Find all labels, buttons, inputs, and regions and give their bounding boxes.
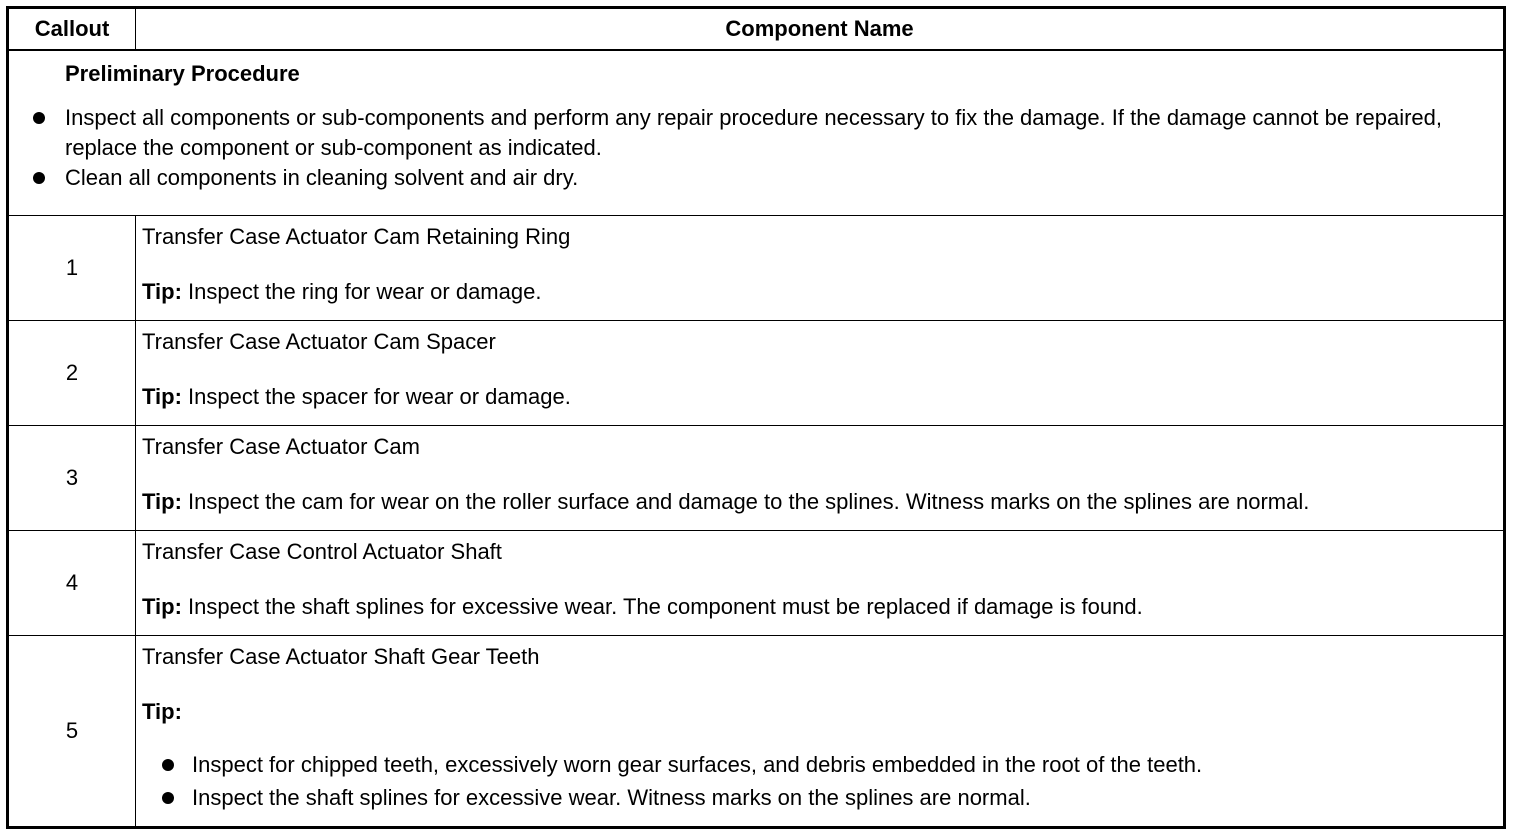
- table-row: [8, 426, 1505, 531]
- tip-line: [142, 277, 1493, 307]
- component-cell: [136, 636, 1505, 828]
- tip-line: [142, 592, 1493, 622]
- list-item: [29, 163, 1485, 193]
- list-item: [142, 783, 1493, 816]
- tip-label: Tip:: [142, 699, 182, 724]
- component-name: Transfer Case Actuator Cam Spacer: [142, 329, 496, 354]
- component-name: Transfer Case Actuator Shaft Gear Teeth: [142, 644, 540, 669]
- callout-number: 3: [8, 426, 136, 531]
- bullet-icon: [33, 112, 45, 124]
- tip-text: Inspect the cam for wear on the roller surface and damage to the splines. Witness marks on the splines are normal.: [188, 489, 1310, 514]
- tip-label: Tip:: [142, 594, 182, 619]
- component-cell: [136, 321, 1505, 426]
- bullet-text: Clean all components in cleaning solvent and air dry.: [65, 165, 579, 190]
- tip-label: Tip:: [142, 489, 182, 514]
- tip-line: [142, 697, 1493, 727]
- preliminary-cell: [8, 50, 1505, 216]
- component-name: Transfer Case Control Actuator Shaft: [142, 539, 502, 564]
- preliminary-heading: Preliminary Procedure: [65, 61, 300, 86]
- tip-bullet-list: [142, 750, 1493, 816]
- bullet-text: Inspect all components or sub-components and perform any repair procedure necessary to fix the damage. If the damage cannot be repaired, replace the component or sub-component as indicated.: [65, 105, 1443, 160]
- preliminary-bullet-list: [29, 103, 1485, 193]
- tip-line: [142, 487, 1493, 517]
- list-item: [142, 750, 1493, 783]
- callout-number: 2: [8, 321, 136, 426]
- header-row: [8, 8, 1505, 51]
- bullet-text: Inspect for chipped teeth, excessively worn gear surfaces, and debris embedded in the root of the teeth.: [192, 752, 1203, 777]
- component-name-header: Component Name: [136, 8, 1505, 51]
- callout-number: 1: [8, 216, 136, 321]
- table-row: [8, 636, 1505, 828]
- bullet-text: Inspect the shaft splines for excessive wear. Witness marks on the splines are normal.: [192, 785, 1031, 810]
- callout-number: 5: [8, 636, 136, 828]
- tip-text: Inspect the ring for wear or damage.: [188, 279, 542, 304]
- component-cell: [136, 216, 1505, 321]
- component-table: [6, 6, 1506, 829]
- table-row: [8, 531, 1505, 636]
- component-name: Transfer Case Actuator Cam: [142, 434, 420, 459]
- table-row: [8, 216, 1505, 321]
- component-cell: [136, 531, 1505, 636]
- table-row: [8, 321, 1505, 426]
- tip-line: [142, 382, 1493, 412]
- component-cell: [136, 426, 1505, 531]
- tip-text: Inspect the shaft splines for excessive wear. The component must be replaced if damage is found.: [188, 594, 1143, 619]
- bullet-icon: [162, 759, 174, 771]
- callout-header: Callout: [8, 8, 136, 51]
- tip-text: Inspect the spacer for wear or damage.: [188, 384, 571, 409]
- bullet-icon: [162, 792, 174, 804]
- bullet-icon: [33, 172, 45, 184]
- component-name: Transfer Case Actuator Cam Retaining Ring: [142, 224, 571, 249]
- callout-number: 4: [8, 531, 136, 636]
- tip-label: Tip:: [142, 384, 182, 409]
- preliminary-row: [8, 50, 1505, 216]
- tip-label: Tip:: [142, 279, 182, 304]
- list-item: [29, 103, 1485, 163]
